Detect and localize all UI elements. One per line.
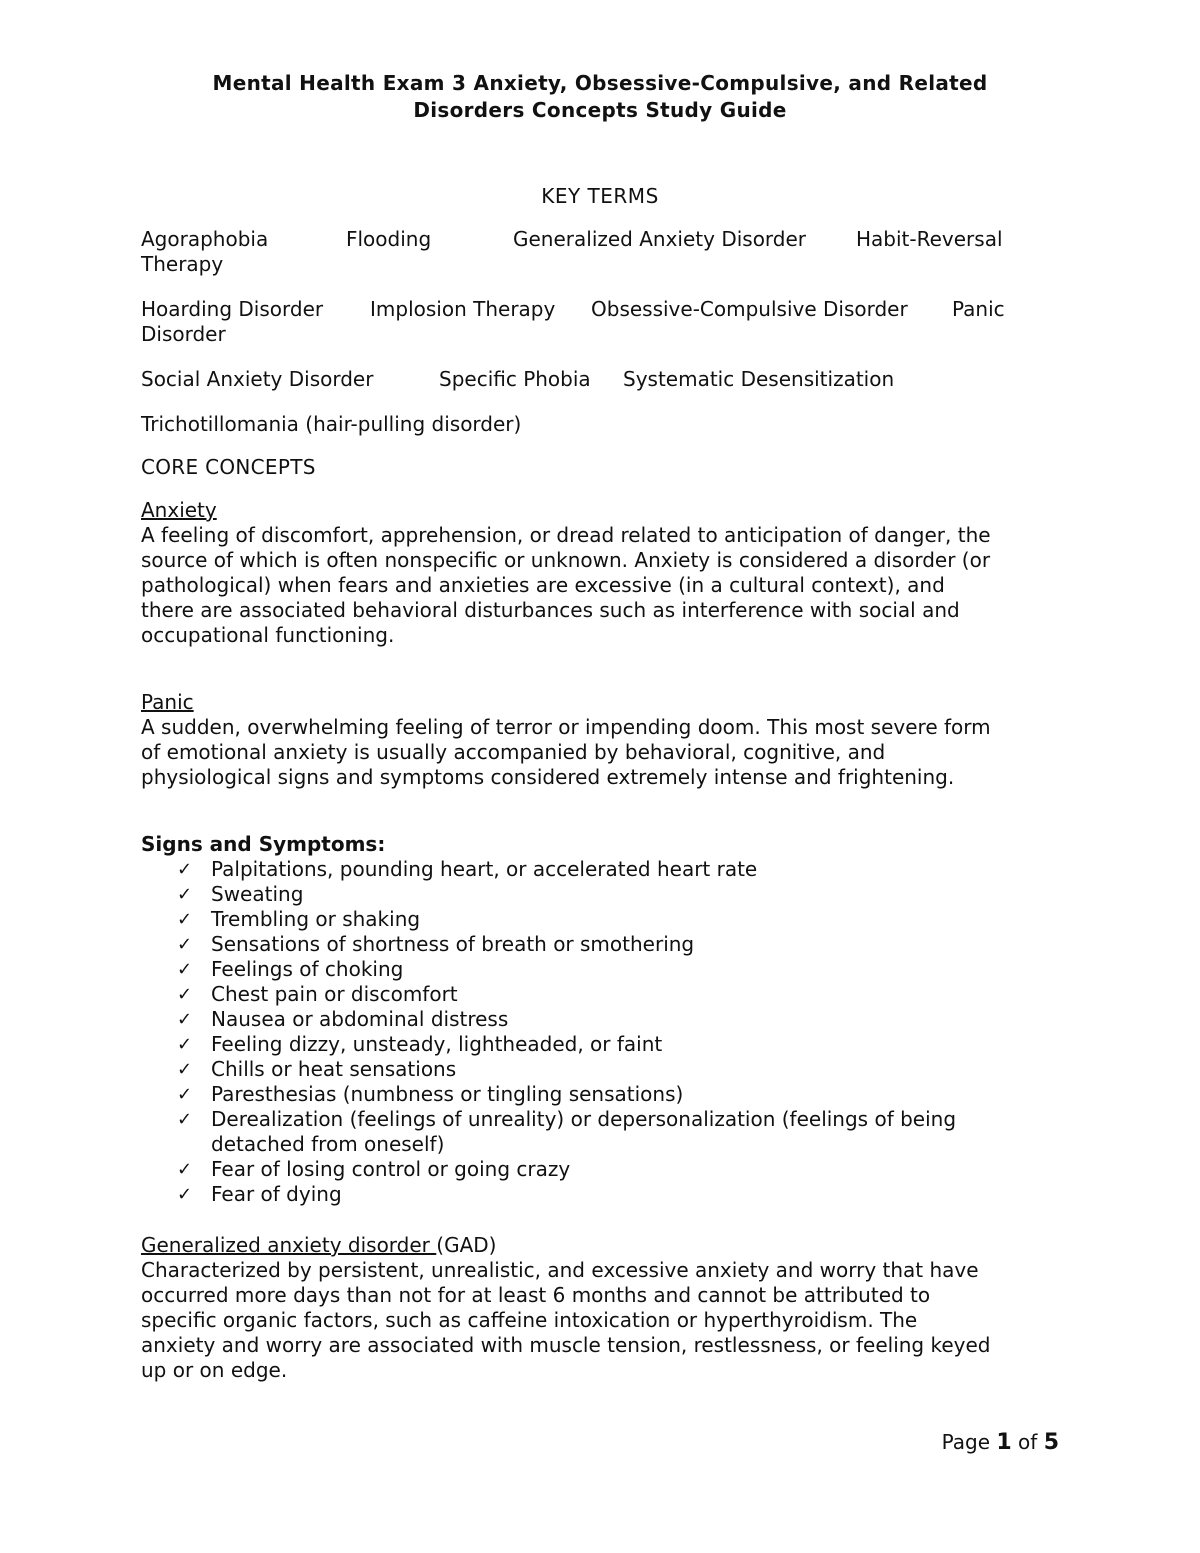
- list-item: ✓ Fear of losing control or going crazy: [177, 1157, 571, 1181]
- gad-definition: [141, 1258, 1061, 1383]
- page-word: Page: [941, 1430, 991, 1454]
- anxiety-title: Anxiety: [141, 498, 217, 522]
- key-terms-heading: KEY TERMS: [541, 184, 659, 208]
- key-term: Specific Phobia: [439, 367, 591, 391]
- list-item: ✓ Feelings of choking: [177, 957, 404, 981]
- checkmark-icon: ✓: [177, 1009, 193, 1030]
- checkmark-icon: ✓: [177, 984, 193, 1005]
- list-item: ✓ Trembling or shaking: [177, 907, 421, 931]
- anxiety-line: pathological) when fears and anxieties are excessive (in a cultural context), and: [141, 573, 945, 597]
- key-term: Panic: [952, 297, 1005, 321]
- checkmark-icon: ✓: [177, 1084, 193, 1105]
- core-concepts-heading: CORE CONCEPTS: [141, 455, 316, 479]
- list-item: ✓ Sweating: [177, 882, 304, 906]
- gad-line: Characterized by persistent, unrealistic, and excessive anxiety and worry that have: [141, 1258, 979, 1282]
- document-title: [0, 70, 1200, 124]
- list-item: ✓ Feeling dizzy, unsteady, lightheaded, or faint: [177, 1032, 663, 1056]
- list-item: ✓ Fear of dying: [177, 1182, 342, 1206]
- gad-line: specific organic factors, such as caffeine intoxication or hyperthyroidism. The: [141, 1308, 918, 1332]
- key-term: Systematic Desensitization: [623, 367, 895, 391]
- title-line-1: Mental Health Exam 3 Anxiety, Obsessive-Compulsive, and Related: [212, 71, 988, 95]
- key-terms-row-3: [141, 367, 1061, 392]
- key-terms-row-4: Trichotillomania (hair-pulling disorder): [141, 412, 522, 436]
- key-term: Habit-Reversal: [856, 227, 1003, 251]
- checkmark-icon: ✓: [177, 909, 193, 930]
- content-body: [141, 227, 1061, 1383]
- panic-title: Panic: [141, 690, 194, 714]
- key-term: Agoraphobia: [141, 227, 269, 251]
- gad-line: anxiety and worry are associated with muscle tension, restlessness, or feeling keyed: [141, 1333, 991, 1357]
- key-terms-row-1-wrap: Therapy: [141, 252, 224, 276]
- anxiety-line: occupational functioning.: [141, 623, 395, 647]
- checkmark-icon: ✓: [177, 934, 193, 955]
- key-terms-row-1: [141, 227, 1061, 252]
- gad-title: [141, 1233, 1061, 1258]
- list-item: ✓ Sensations of shortness of breath or smothering: [177, 932, 695, 956]
- panic-definition: [141, 715, 1061, 790]
- current-page-number: 1: [996, 1430, 1012, 1455]
- gad-abbreviation: (GAD): [436, 1233, 497, 1257]
- key-term: Generalized Anxiety Disorder: [513, 227, 807, 251]
- list-item: ✓ Derealization (feelings of unreality) or depersonalization (feelings of being: [177, 1107, 957, 1131]
- anxiety-line: source of which is often nonspecific or unknown. Anxiety is considered a disorder (or: [141, 548, 991, 572]
- anxiety-line: A feeling of discomfort, apprehension, or dread related to anticipation of danger, the: [141, 523, 991, 547]
- panic-line: of emotional anxiety is usually accompanied by behavioral, cognitive, and: [141, 740, 886, 764]
- anxiety-definition: [141, 523, 1061, 648]
- checkmark-icon: ✓: [177, 1034, 193, 1055]
- page-number-footer: [942, 1430, 1059, 1455]
- checkmark-icon: ✓: [177, 884, 193, 905]
- key-term: Obsessive-Compulsive Disorder: [591, 297, 908, 321]
- list-item: ✓ Chills or heat sensations: [177, 1057, 457, 1081]
- gad-line: occurred more days than not for at least 6 months and cannot be attributed to: [141, 1283, 931, 1307]
- key-terms-row-2: [141, 297, 1061, 322]
- list-item: ✓ Paresthesias (numbness or tingling sensations): [177, 1082, 684, 1106]
- panic-line: physiological signs and symptoms considered extremely intense and frightening.: [141, 765, 955, 789]
- checkmark-icon: ✓: [177, 1059, 193, 1080]
- checkmark-icon: ✓: [177, 1184, 193, 1205]
- signs-list: [141, 857, 1061, 1207]
- list-item-continuation: detached from oneself): [211, 1132, 445, 1156]
- total-page-count: 5: [1043, 1430, 1059, 1455]
- of-word: of: [1018, 1430, 1038, 1454]
- gad-line: up or on edge.: [141, 1358, 288, 1382]
- list-item: ✓ Palpitations, pounding heart, or accelerated heart rate: [177, 857, 758, 881]
- key-term: Implosion Therapy: [370, 297, 556, 321]
- list-item: ✓ Nausea or abdominal distress: [177, 1007, 509, 1031]
- gad-title-text: Generalized anxiety disorder: [141, 1233, 437, 1257]
- anxiety-line: there are associated behavioral disturbances such as interference with social and: [141, 598, 960, 622]
- list-item: ✓ Chest pain or discomfort: [177, 982, 458, 1006]
- key-term: Social Anxiety Disorder: [141, 367, 374, 391]
- key-term: Hoarding Disorder: [141, 297, 324, 321]
- checkmark-icon: ✓: [177, 1109, 193, 1130]
- signs-and-symptoms-heading: Signs and Symptoms:: [141, 832, 386, 856]
- key-term: Flooding: [346, 227, 432, 251]
- key-terms-row-2-wrap: Disorder: [141, 322, 226, 346]
- title-line-2: Disorders Concepts Study Guide: [413, 98, 787, 122]
- panic-line: A sudden, overwhelming feeling of terror or impending doom. This most severe form: [141, 715, 991, 739]
- checkmark-icon: ✓: [177, 959, 193, 980]
- checkmark-icon: ✓: [177, 859, 193, 880]
- checkmark-icon: ✓: [177, 1159, 193, 1180]
